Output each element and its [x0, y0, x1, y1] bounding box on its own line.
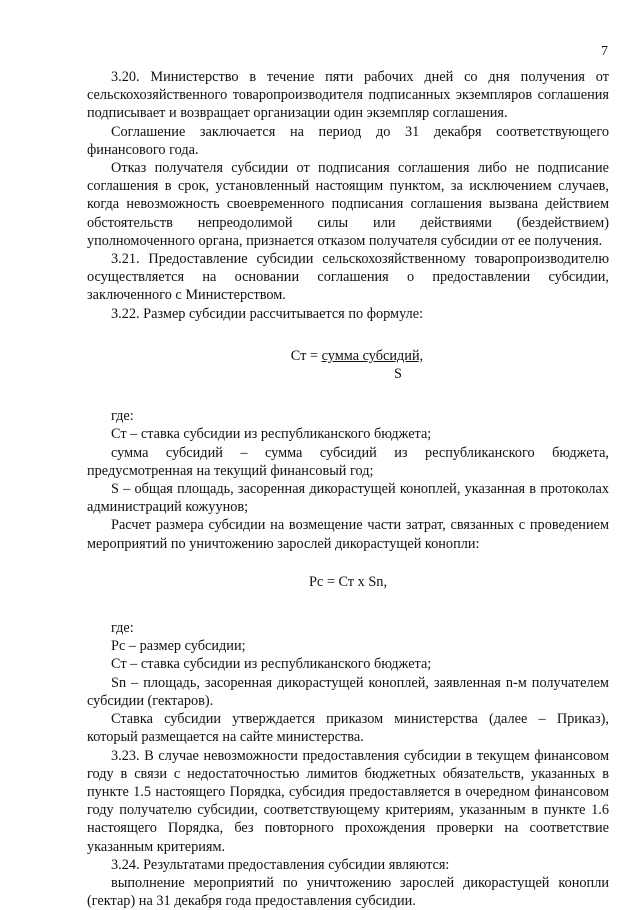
formula-rate-denominator: S [394, 366, 402, 383]
paragraph-rate-approval: Ставка субсидии утверждается приказом министерства (далее – Приказ), который размещается на сайте министерства. [87, 711, 609, 746]
paragraph-3-24: 3.24. Результатами предоставления субсидии являются: [111, 856, 450, 873]
formula-rate-lhs: Ст = [290, 347, 322, 364]
paragraph-3-23: 3.23. В случае невозможности предоставления субсидии в текущем финансовом году в связи с недостаточностью лимитов бюджетных обязательств, указанных в пункте 1.5 настоящего Порядка, субсидия предоставляется в очередном финансовом году получателю субсидии, соответствующему критериям, указанным в пункте 1.6 настоящего Порядка, без повторного прохождения проверки на соответствие указанным критериям. [87, 747, 609, 855]
formula-rate [87, 347, 609, 383]
formula-rate-numerator: сумма субсидий, [321, 347, 424, 364]
paragraph-3-20: 3.20. Министерство в течение пяти рабочих дней со дня получения от сельскохозяйственного товаропроизводителя подписанных экземпляров соглашения подписывает и возвращает организации один экземпляр соглашения. [87, 69, 609, 122]
paragraph-refusal: Отказ получателя субсидии от подписания соглашения либо не подписание соглашения в срок, установленный настоящим пунктом, за исключением случаев, когда невозможность своевременного подписания соглашения вызвана действием обстоятельств непреодолимой силы или действиями (бездействием) уполномоченного органа, признается отказом получателя субсидии от ее получения. [87, 160, 609, 249]
paragraph-3-21: 3.21. Предоставление субсидии сельскохозяйственному товаропроизводителю осуществляется на основании соглашения о предоставлении субсидии, заключенного с Министерством. [87, 251, 609, 304]
document-body [87, 68, 609, 910]
paragraph-def-s: S – общая площадь, засоренная дикорастущей коноплей, указанная в протоколах администраций кожуунов; [87, 481, 609, 516]
paragraph-def-sum: сумма субсидий – сумма субсидий из республиканского бюджета, предусмотренная на текущий финансовый год; [87, 444, 609, 479]
paragraph-results: выполнение мероприятий по уничтожению зарослей дикорастущей конопли (гектар) на 31 декабря года предоставления субсидии. [87, 874, 609, 910]
paragraph-calc-intro: Расчет размера субсидии на возмещение части затрат, связанных с проведением мероприятий по уничтожению зарослей дикорастущей конопли: [87, 517, 609, 552]
formula-subsidy: Рс = Ст х Sn, [308, 573, 388, 590]
paragraph-def-st-2: Ст – ставка субсидии из республиканского бюджета; [111, 656, 432, 673]
page-number: 7 [601, 44, 608, 59]
paragraph-where-2: где: [111, 620, 134, 637]
paragraph-3-22: 3.22. Размер субсидии рассчитывается по формуле: [111, 305, 424, 322]
formula-rate-top [105, 347, 609, 365]
paragraph-def-sn: Sn – площадь, засоренная дикорастущей коноплей, заявленная n-м получателем субсидии (гектаров). [87, 674, 609, 709]
paragraph-def-st: Ст – ставка субсидии из республиканского бюджета; [111, 426, 432, 443]
paragraph-def-rs: Рс – размер субсидии; [111, 638, 246, 655]
paragraph-agreement-period: Соглашение заключается на период до 31 декабря соответствующего финансового года. [87, 123, 609, 158]
paragraph-where-1: где: [111, 408, 134, 425]
